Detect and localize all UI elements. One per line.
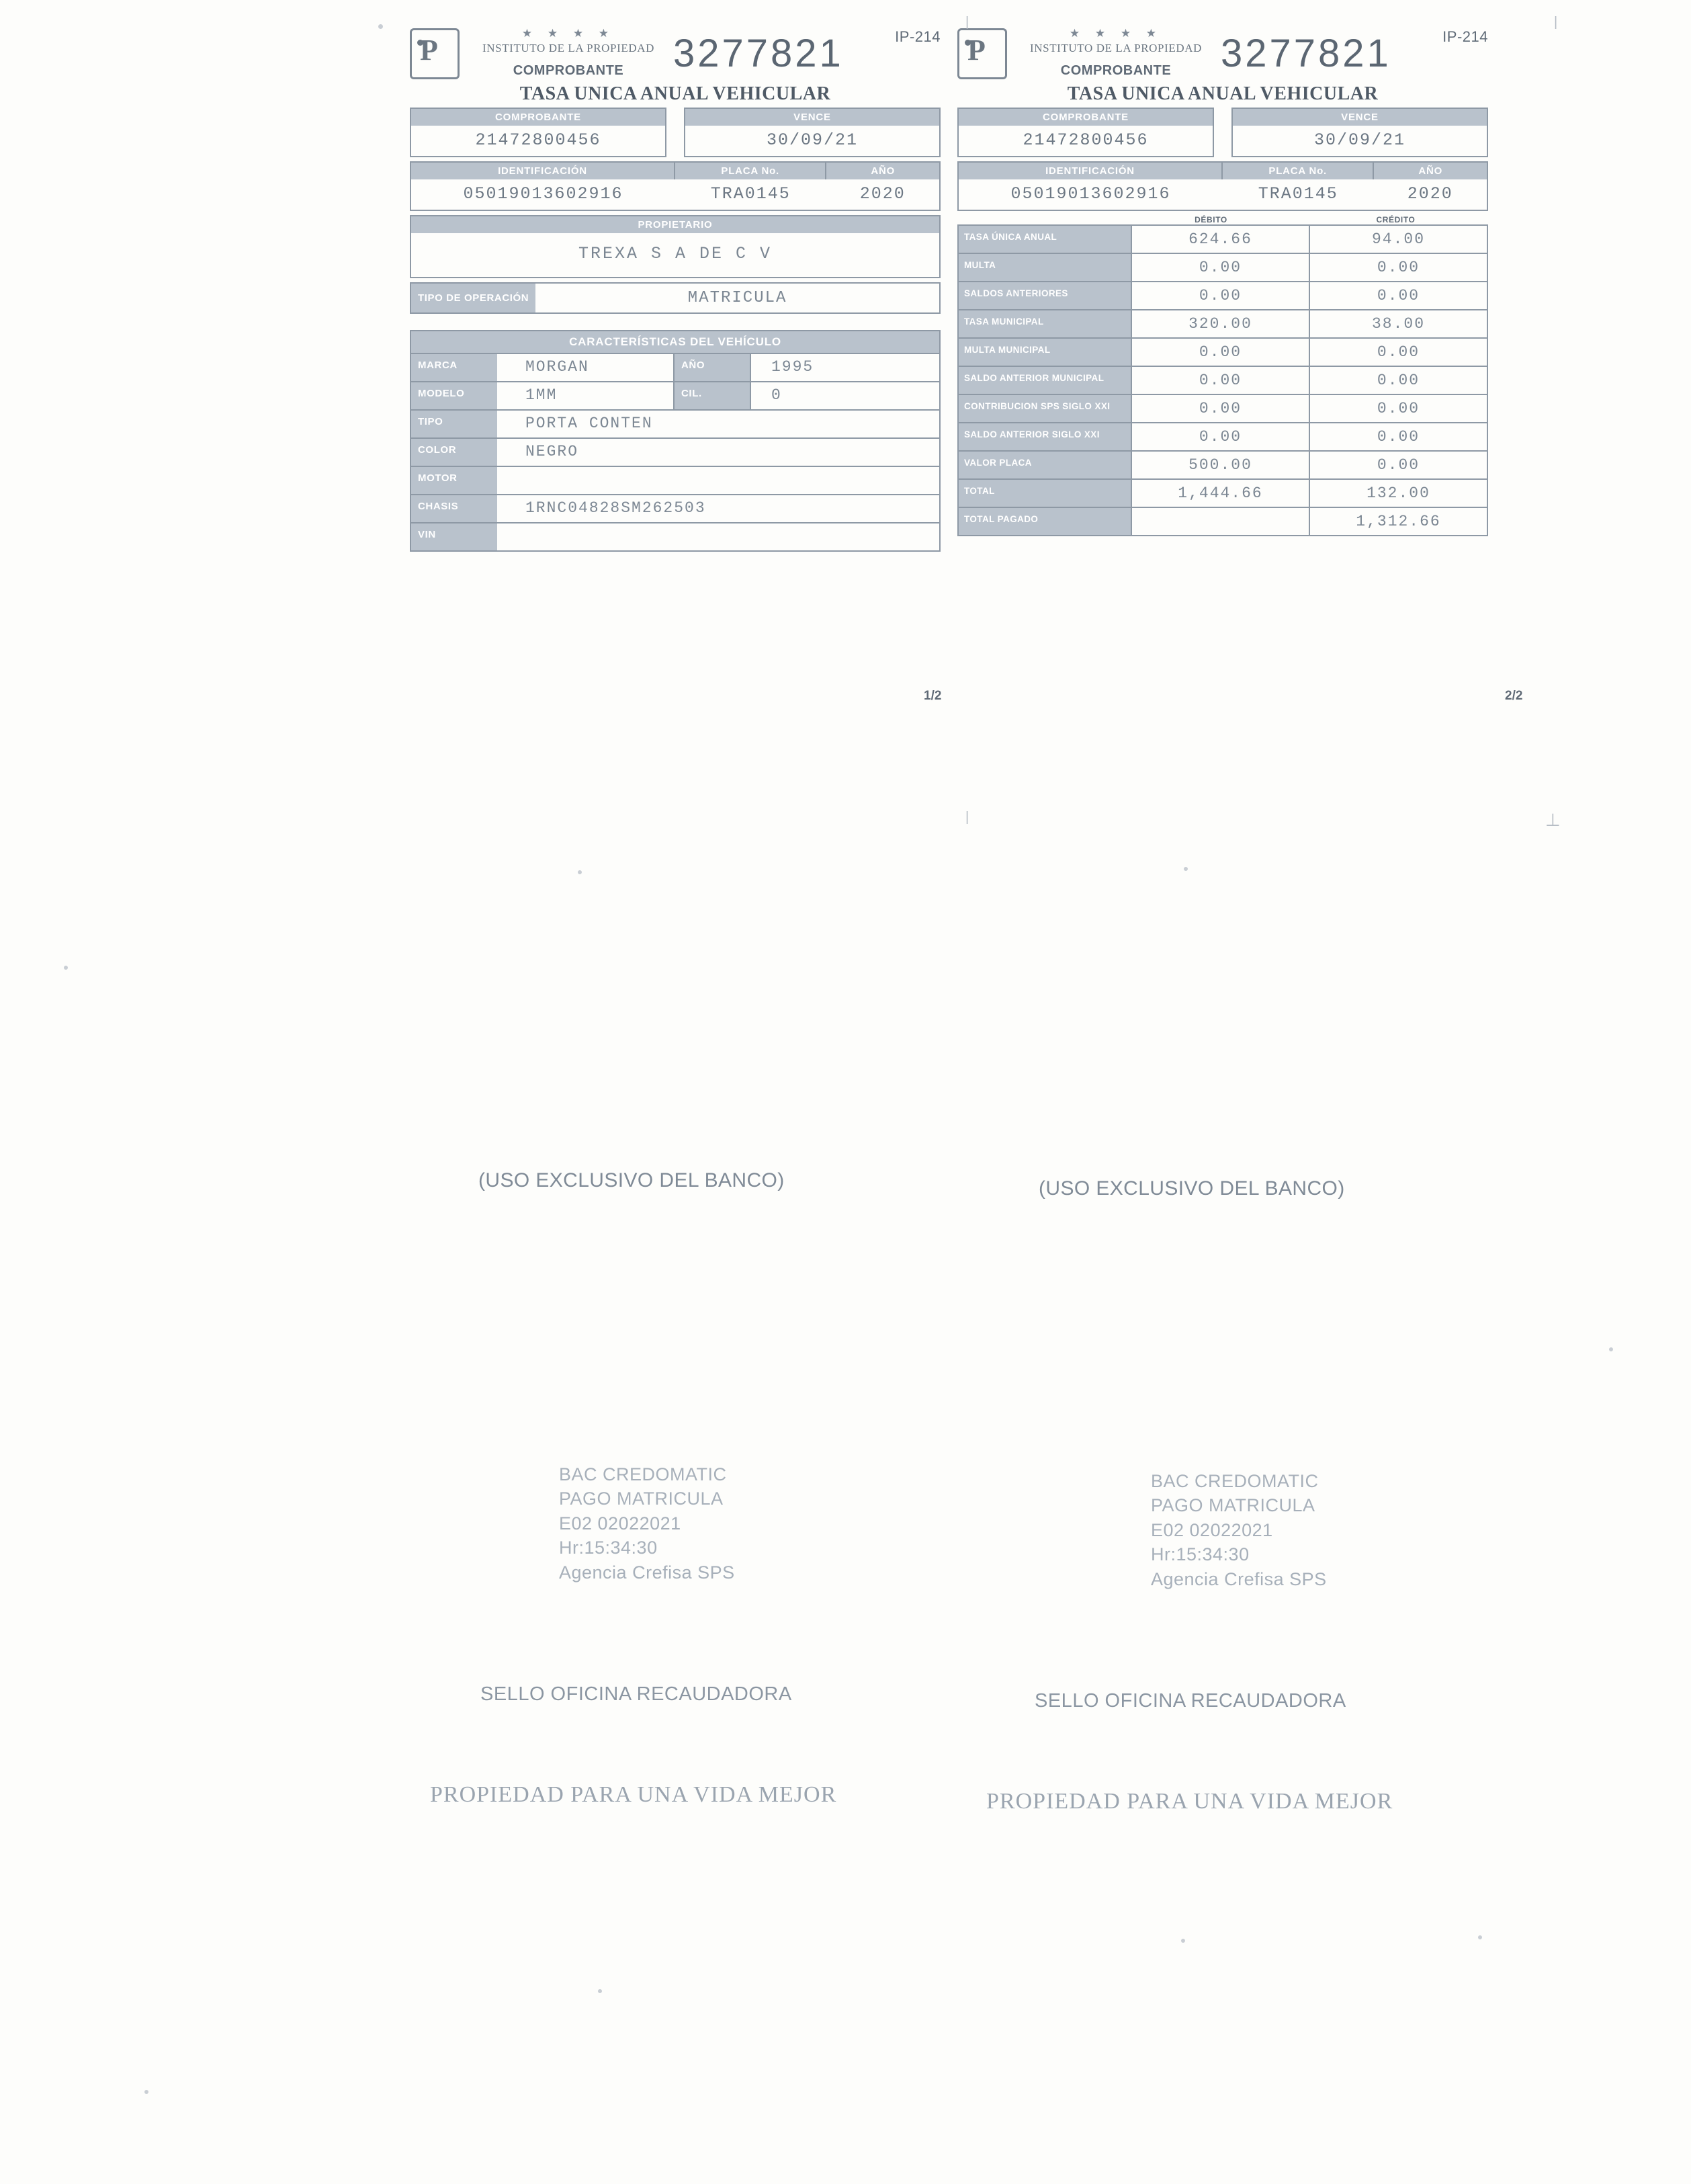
debito-saldo-anterior-municipal: 0.00 [1131,367,1309,394]
stars-icon-right: ★ ★ ★ ★ [1069,27,1163,40]
table-row-tasa-municipal [959,309,1487,337]
page-number-left: 1/2 [924,689,942,703]
debito-multa: 0.00 [1131,254,1309,281]
stamp-line-4-left: Hr:15:34:30 [559,1538,658,1558]
credito-saldo-anterior-municipal: 0.00 [1309,367,1487,394]
identificacion-values-right [959,179,1487,210]
stamp-line-5-right: Agencia Crefisa SPS [1151,1568,1327,1589]
credito-valor-placa: 0.00 [1309,452,1487,478]
table-row-contribucion-sps [959,394,1487,422]
stamp-line-2-left: PAGO MATRICULA [559,1488,724,1509]
label-marca: MARCA [411,354,497,381]
table-row-modelo [411,381,939,409]
stamp-line-1-right: BAC CREDOMATIC [1151,1471,1319,1491]
institute-block-left [468,27,669,55]
credito-saldos-anteriores: 0.00 [1309,282,1487,309]
header-credito: CRÉDITO [1376,215,1416,224]
table-row-tipo [411,409,939,437]
value-comprobante-right: 21472800456 [1023,130,1149,150]
vehicle-characteristics-table [410,330,941,552]
label-motor: MOTOR [411,467,497,494]
value-vin [497,523,939,550]
header-debito: DÉBITO [1195,215,1227,224]
value-comprobante-left: 21472800456 [475,130,601,150]
label-propietario-left: PROPIETARIO [411,216,939,233]
credito-total: 132.00 [1309,480,1487,507]
table-row-saldo-anterior-siglo-xxi [959,422,1487,450]
slogan-left: PROPIEDAD PARA UNA VIDA MEJOR [430,1782,837,1807]
amounts-table [957,224,1488,536]
value-tipo: PORTA CONTEN [525,415,653,432]
value-identificacion-left: 05019013602916 [463,184,623,204]
value-placa-right: TRA0145 [1258,184,1338,204]
label-multa-municipal: MULTA MUNICIPAL [959,339,1131,366]
table-row-tasa-unica-anual [959,226,1487,253]
value-modelo: 1MM [525,386,558,404]
label-identificacion-right: IDENTIFICACIÓN [959,163,1221,179]
institute-name-right: INSTITUTO DE LA PROPIEDAD [1030,42,1202,54]
label-tipo-operacion-left: TIPO DE OPERACIÓN [411,284,535,312]
bank-stamp-right [1151,1469,1327,1591]
receipt-copy-1 [410,13,941,552]
label-modelo: MODELO [411,382,497,409]
label-vence-right: VENCE [1233,109,1487,126]
debito-saldo-anterior-siglo-xxi: 0.00 [1131,423,1309,450]
label-multa: MULTA [959,254,1131,281]
credito-total-pagado: 1,312.66 [1309,508,1487,535]
label-chasis: CHASIS [411,495,497,522]
stamp-line-5-left: Agencia Crefisa SPS [559,1562,735,1583]
value-marca: MORGAN [525,358,589,376]
comprobante-word-left: COMPROBANTE [513,63,624,78]
label-vin: VIN [411,523,497,550]
debito-total-pagado [1131,508,1309,535]
field-comprobante-right [957,108,1214,157]
scanned-document-page: IP-214 P ★ ★ ★ ★ INSTITUTO DE LA PROPIEDAD COMPROBANTE 3277821 TASA UNICA ANUAL VEHICULAR COMPROBANTE 21472800456 VENCE 30/09/21 IDENTIFICACIÓN PLACA No. AÑO 05019013602916 TRA0145 2020 PROPIETARIO TREXA S A DE C V TIPO DE OPERACIÓN MATRICULA CARACTERÍSTICAS DEL VEHÍCULO MARCA MORGAN AÑO 1995 MODELO 1MM CIL. 0 TIPO PORTA CONTEN COLOR NEGRO MOTOR CHASIS 1RNC04828SM262503 VIN IP-214 P ★ ★ ★ ★ INSTITUTO DE LA PROPIEDAD COMPROBANTE 3277821 TASA UNICA ANUAL VEHICULAR COMPROBANTE 21472800456 VENCE 30/09/21 IDENTIFICACIÓN PLACA No. AÑO 05019013602916 TRA0145 2020 DÉBITO CRÉDITO TASA ÚNICA ANUAL 624.66 94.00 MULTA 0.00 0.00 SALDOS ANTERIORES 0.00 0.00 TASA MUNICIPAL 320.00 38.00 MULTA MUNICIPAL 0.00 0.00 SALDO ANTERIOR MUNICIPAL 0.00 0.00 CONTRIBUCION SPS SIGLO XXI 0.00 0.00 SALDO ANTERIOR SIGLO XXI 0.00 0.00 VALOR PLACA 500.00 0.00 TOTAL 1,444.66 132.00 TOTAL PAGADO 1,312.66 1/2 2/2 ⊥ | | | (USO EXCLUSIVO DEL BANCO) (USO EXCLUSIVO DEL BANCO) BAC CREDOMATIC PAGO MATRICULA E02 02022021 Hr:15:34:30 Agencia Crefisa SPS BAC CREDOMATIC PAGO MATRICULA E02 02022021 Hr:15:34:30 Agencia Crefisa SPS SELLO OFICINA RECAUDADORA SELLO OFICINA RECAUDADORA PROPIEDAD PARA UNA VIDA MEJOR PROPIEDAD PARA UNA VIDA MEJOR [0,0,1691,2184]
label-saldo-anterior-siglo-xxi: SALDO ANTERIOR SIGLO XXI [959,423,1131,450]
value-anio-vehiculo: 1995 [750,354,939,381]
bank-stamp-left [559,1462,735,1585]
label-cil: CIL. [673,382,750,409]
value-vence-right: 30/09/21 [1313,130,1406,150]
comprobante-vence-row-left [410,108,941,157]
institute-logo-icon: P [410,28,460,79]
value-vence-left: 30/09/21 [766,130,859,150]
field-vence-left [684,108,941,157]
label-identificacion-left: IDENTIFICACIÓN [411,163,674,179]
value-anio-left: 2020 [859,184,906,204]
label-saldo-anterior-municipal: SALDO ANTERIOR MUNICIPAL [959,367,1131,394]
institute-logo-icon-right: P [957,28,1007,79]
stamp-line-1-left: BAC CREDOMATIC [559,1464,727,1484]
stamp-line-2-right: PAGO MATRICULA [1151,1495,1315,1516]
label-anio-right: AÑO [1374,163,1487,179]
value-chasis: 1RNC04828SM262503 [525,499,706,517]
value-motor [497,467,939,494]
table-row-total-pagado [959,507,1487,535]
receipt-body-left [410,108,941,552]
table-row-chasis [411,494,939,522]
comprobante-vence-row-right [957,108,1488,157]
identificacion-headers-right [959,163,1487,179]
value-propietario-left: TREXA S A DE C V [578,244,773,263]
amounts-column-headers [957,215,1488,224]
identificacion-headers-left [411,163,939,179]
bank-use-right: (USO EXCLUSIVO DEL BANCO) [1039,1177,1345,1200]
credito-multa: 0.00 [1309,254,1487,281]
table-row-valor-placa [959,450,1487,478]
form-code-right: IP-214 [1442,28,1488,45]
propietario-block-left [410,215,941,278]
label-total-pagado: TOTAL PAGADO [959,508,1131,535]
label-vence-left: VENCE [685,109,939,126]
sello-left: SELLO OFICINA RECAUDADORA [480,1683,792,1705]
identificacion-block-right [957,161,1488,211]
serial-number-right: 3277821 [1221,32,1391,75]
table-row-vin [411,522,939,550]
value-placa-left: TRA0145 [710,184,791,204]
debito-multa-municipal: 0.00 [1131,339,1309,366]
label-valor-placa: VALOR PLACA [959,452,1131,478]
table-row-saldo-anterior-municipal [959,366,1487,394]
page-number-right: 2/2 [1505,689,1523,703]
label-total: TOTAL [959,480,1131,507]
document-title-left: TASA UNICA ANUAL VEHICULAR [519,83,831,104]
document-title-right: TASA UNICA ANUAL VEHICULAR [1067,83,1379,104]
label-anio-vehiculo: AÑO [673,354,750,381]
receipt-copy-2 [957,13,1488,536]
table-row-motor [411,466,939,494]
comprobante-word-right: COMPROBANTE [1060,63,1172,78]
credito-tasa-municipal: 38.00 [1309,310,1487,337]
vehicle-table-header: CARACTERÍSTICAS DEL VEHÍCULO [411,331,939,353]
value-cil: 0 [750,382,939,409]
debito-tasa-unica-anual: 624.66 [1131,226,1309,253]
identificacion-block-left [410,161,941,211]
receipt-header-right [957,13,1488,104]
form-code-left: IP-214 [895,28,941,45]
debito-valor-placa: 500.00 [1131,452,1309,478]
slogan-right: PROPIEDAD PARA UNA VIDA MEJOR [986,1789,1393,1814]
table-row-color [411,437,939,466]
debito-tasa-municipal: 320.00 [1131,310,1309,337]
label-placa-left: PLACA No. [675,163,825,179]
institute-block-right [1015,27,1217,55]
credito-multa-municipal: 0.00 [1309,339,1487,366]
table-row-multa [959,253,1487,281]
label-anio-left: AÑO [826,163,939,179]
table-row-total [959,478,1487,507]
institute-name-left: INSTITUTO DE LA PROPIEDAD [482,42,654,54]
label-placa-right: PLACA No. [1223,163,1373,179]
stamp-line-4-right: Hr:15:34:30 [1151,1544,1250,1565]
bank-use-left: (USO EXCLUSIVO DEL BANCO) [478,1169,785,1191]
tipo-operacion-row-left [410,282,941,314]
value-tipo-operacion-left: MATRICULA [687,289,787,307]
sello-right: SELLO OFICINA RECAUDADORA [1035,1690,1346,1712]
label-tasa-municipal: TASA MUNICIPAL [959,310,1131,337]
stars-icon: ★ ★ ★ ★ [521,27,615,40]
identificacion-values-left [411,179,939,210]
table-row-saldos-anteriores [959,281,1487,309]
label-tasa-unica-anual: TASA ÚNICA ANUAL [959,226,1131,253]
label-comprobante-right: COMPROBANTE [959,109,1213,126]
label-tipo: TIPO [411,411,497,437]
debito-contribucion-sps: 0.00 [1131,395,1309,422]
table-row-multa-municipal [959,337,1487,366]
field-comprobante-left [410,108,666,157]
label-contribucion-sps: CONTRIBUCION SPS SIGLO XXI [959,395,1131,422]
debito-saldos-anteriores: 0.00 [1131,282,1309,309]
table-row-marca [411,353,939,381]
field-vence-right [1231,108,1488,157]
label-saldos-anteriores: SALDOS ANTERIORES [959,282,1131,309]
credito-tasa-unica-anual: 94.00 [1309,226,1487,253]
receipt-body-right [957,108,1488,536]
value-anio-right: 2020 [1407,184,1453,204]
credito-saldo-anterior-siglo-xxi: 0.00 [1309,423,1487,450]
value-identificacion-right: 05019013602916 [1010,184,1171,204]
label-color: COLOR [411,439,497,466]
serial-number-left: 3277821 [673,32,844,75]
debito-total: 1,444.66 [1131,480,1309,507]
stamp-line-3-left: E02 02022021 [559,1513,681,1534]
credito-contribucion-sps: 0.00 [1309,395,1487,422]
stamp-line-3-right: E02 02022021 [1151,1519,1273,1540]
label-comprobante-left: COMPROBANTE [411,109,665,126]
value-color: NEGRO [525,443,579,460]
receipt-header-left [410,13,941,104]
